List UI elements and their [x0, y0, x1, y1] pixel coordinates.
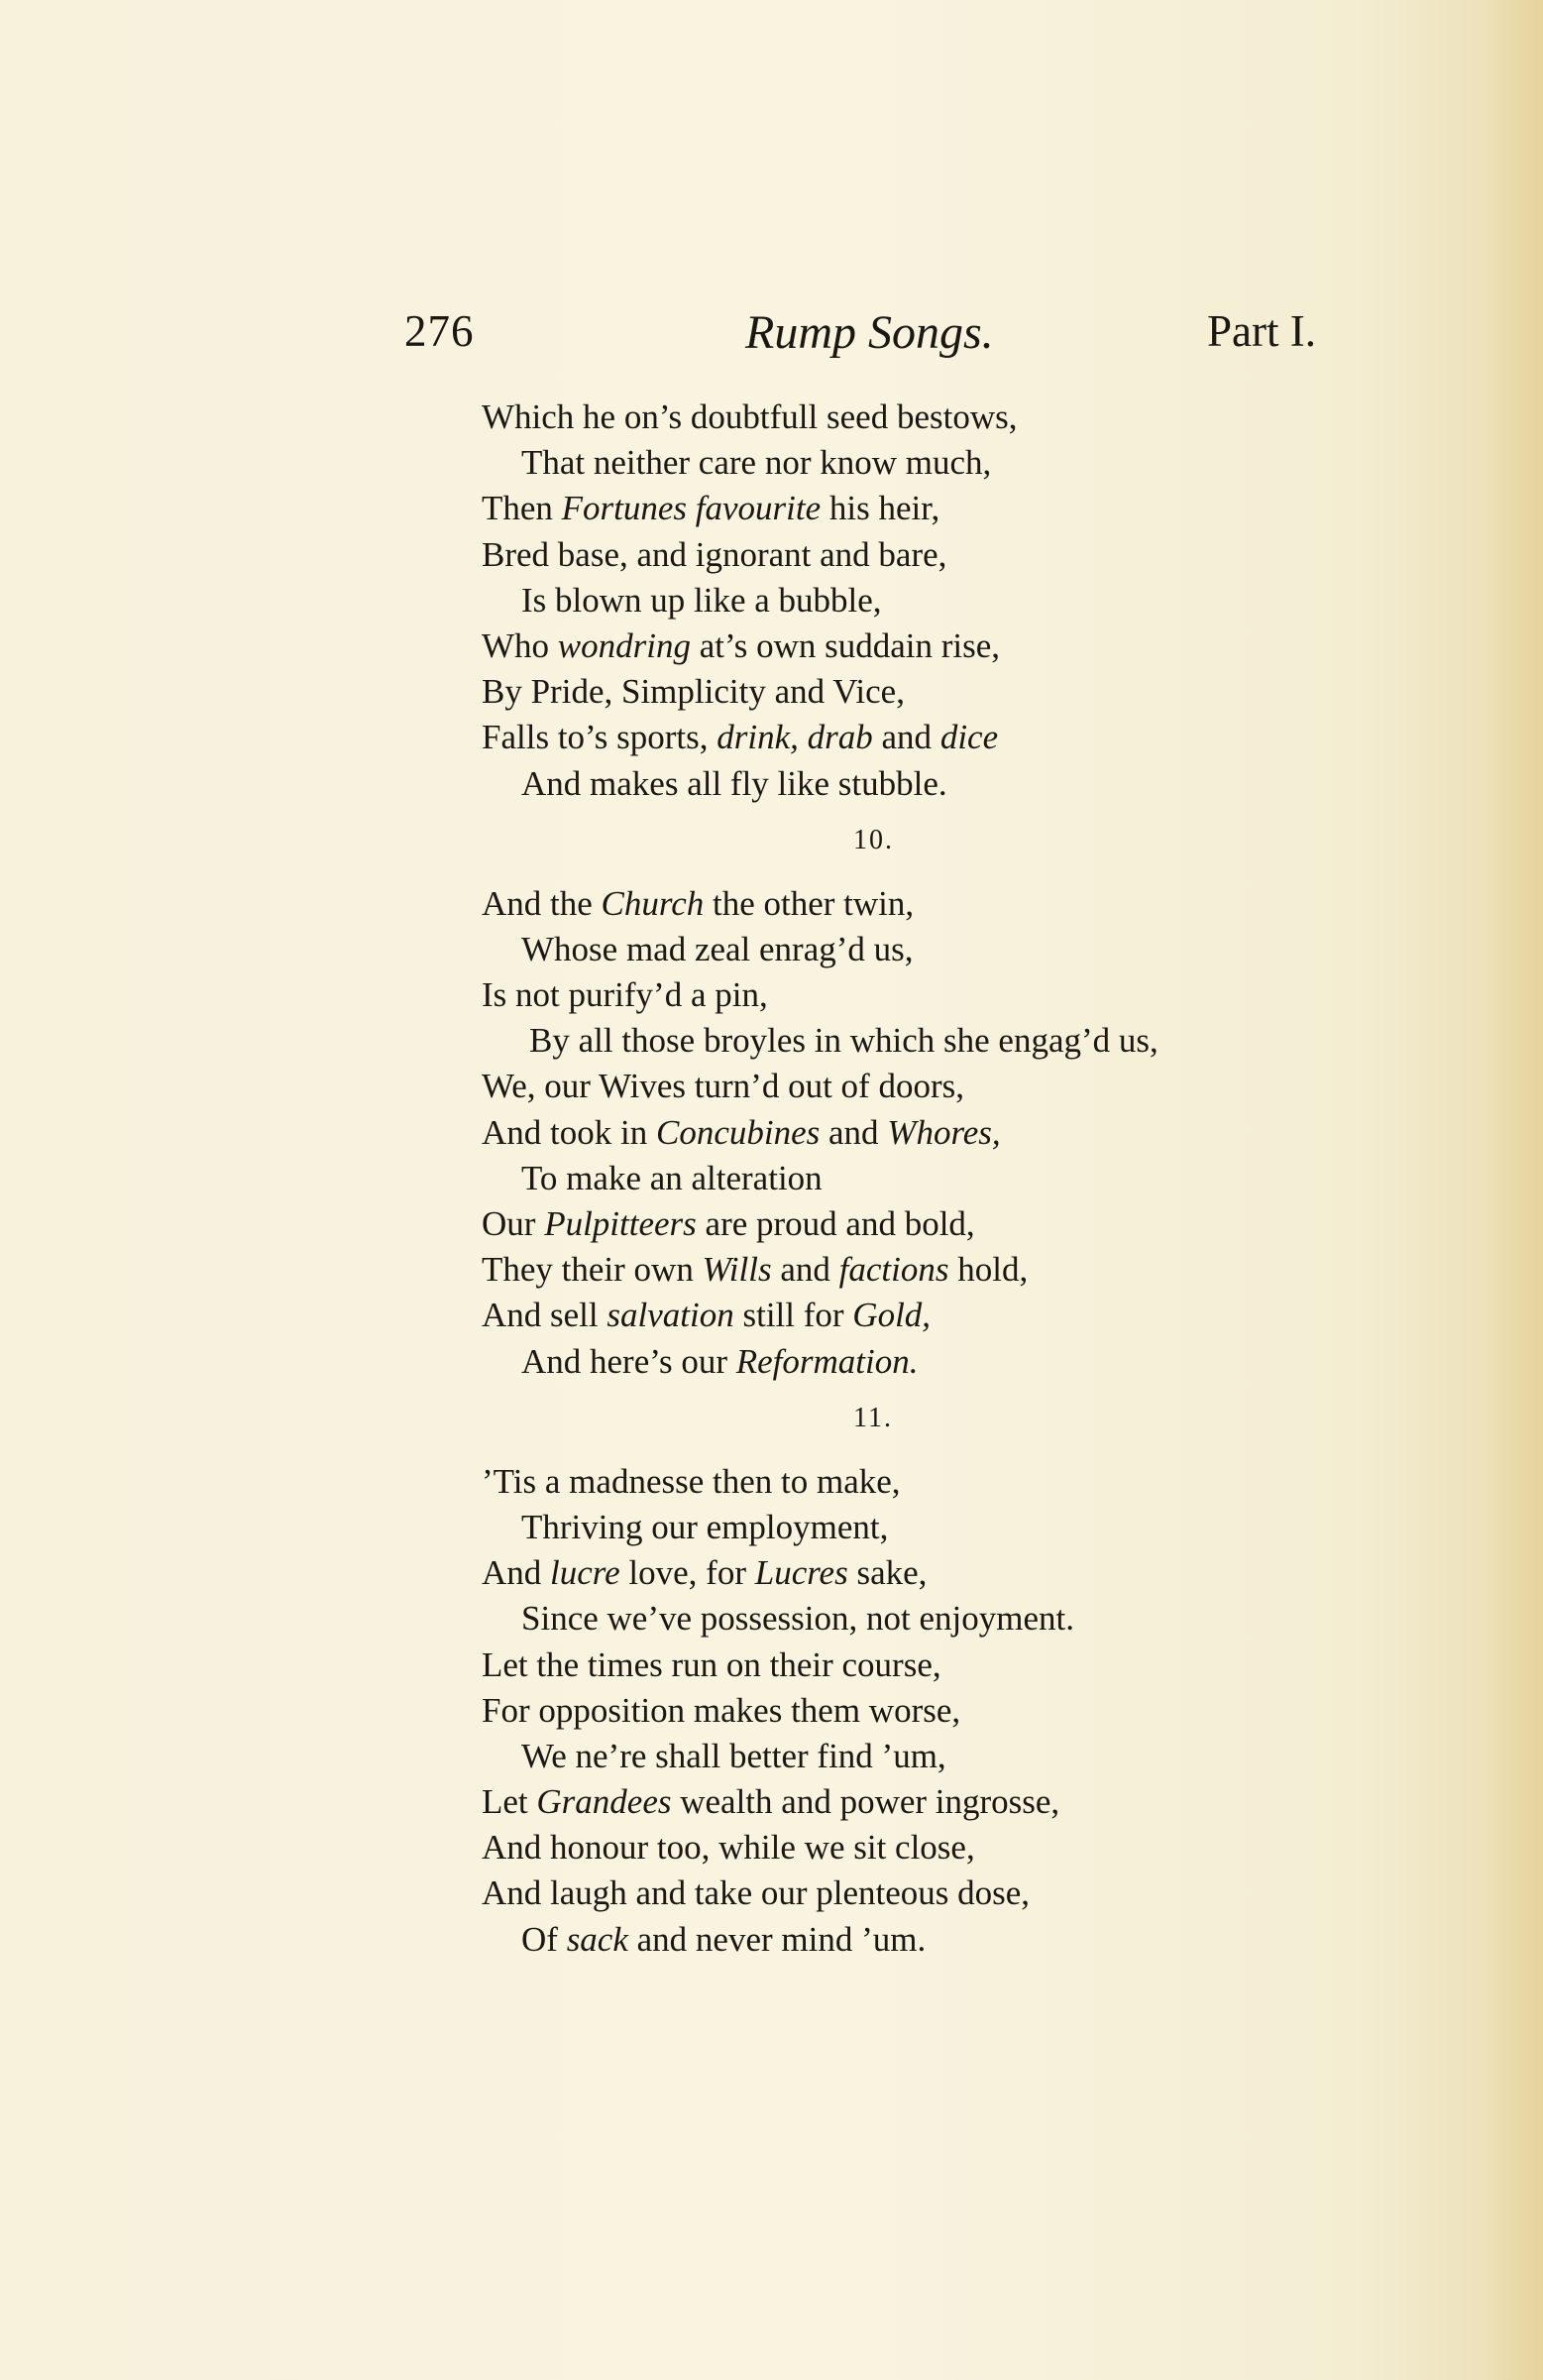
verse-line: Of sack and never mind ’um. — [521, 1919, 927, 1959]
verse-line: Bred base, and ignorant and bare, — [482, 534, 947, 574]
part-label: Part I. — [1207, 306, 1316, 356]
page-number: 276 — [404, 306, 475, 356]
verse-line: And the Church the other twin, — [482, 883, 915, 923]
verse-line: And honour too, while we sit close, — [482, 1828, 975, 1868]
verse-line: Is not purify’d a pin, — [482, 975, 768, 1015]
verse-line: Who wondring at’s own suddain rise, — [482, 625, 1001, 665]
verse-line: Is blown up like a bubble, — [521, 580, 882, 620]
verse-line: Which he on’s doubtfull seed bestows, — [482, 397, 1018, 436]
verse-line: For opposition makes them worse, — [482, 1690, 961, 1730]
verse-line: Whose mad zeal enrag’d us, — [521, 929, 914, 968]
poem-text — [482, 395, 1492, 1963]
verse-line: By Pride, Simplicity and Vice, — [482, 672, 905, 712]
stanza-number: 10. — [853, 824, 894, 855]
verse-line: We ne’re shall better find ’um, — [521, 1736, 946, 1775]
running-title: Rump Songs. — [745, 306, 994, 359]
verse-line: ’Tis a madnesse then to make, — [482, 1461, 901, 1501]
verse-line: We, our Wives turn’d out of doors, — [482, 1067, 964, 1106]
stanza-number: 11. — [853, 1402, 893, 1433]
verse-line: That neither care nor know much, — [521, 443, 992, 483]
verse-line: By all those broyles in which she engag’d us, — [529, 1021, 1158, 1061]
verse-line: And laugh and take our plenteous dose, — [482, 1873, 1031, 1913]
verse-line: And sell salvation still for Gold, — [482, 1296, 932, 1335]
verse-line: Let Grandees wealth and power ingrosse, — [482, 1782, 1060, 1822]
verse-line: Since we’ve possession, not enjoyment. — [521, 1599, 1074, 1639]
verse-line: And took in Concubines and Whores, — [482, 1112, 1001, 1152]
verse-line: And here’s our Reformation. — [521, 1341, 919, 1381]
verse-line: Thriving our employment, — [521, 1507, 889, 1546]
verse-line: Then Fortunes favourite his heir, — [482, 489, 940, 528]
verse-line: They their own Wills and factions hold, — [482, 1250, 1029, 1290]
verse-line: To make an alteration — [521, 1158, 823, 1197]
verse-line: And lucre love, for Lucres sake, — [482, 1553, 928, 1593]
running-head — [0, 305, 1543, 365]
verse-line: Let the times run on their course, — [482, 1644, 941, 1684]
verse-line: Our Pulpitteers are proud and bold, — [482, 1204, 975, 1243]
verse-line: And makes all fly like stubble. — [521, 763, 947, 803]
verse-line: Falls to’s sports, drink, drab and dice — [482, 718, 999, 757]
